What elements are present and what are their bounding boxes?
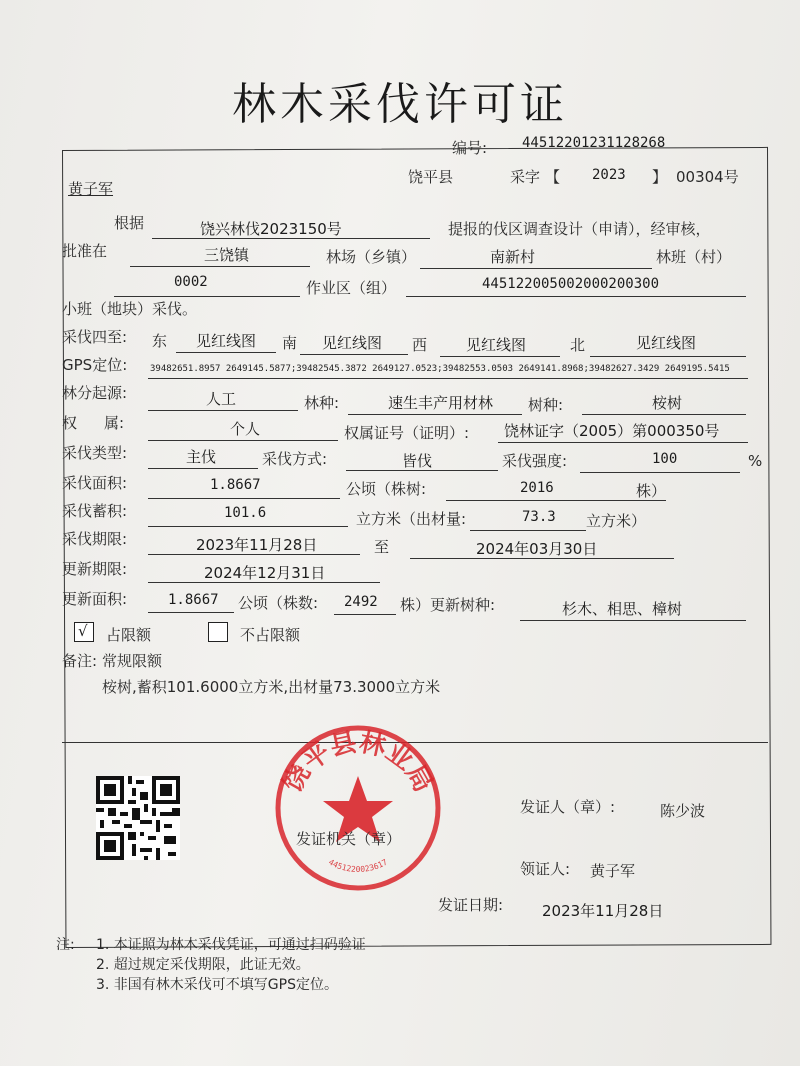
north-value: 见红线图 [636,334,697,352]
note-item-2: 2. 超过规定采伐期限，此证无效。 [96,957,310,973]
compartment-value: 0002 [174,274,208,290]
timber-underline [470,530,586,531]
permit-word: 采字 [510,168,541,186]
origin-value: 人工 [206,390,237,408]
ownership-cert-label: 权属证号（证明）: [344,424,470,442]
renew-area-underline [148,612,234,613]
issue-date-label: 发证日期: [438,896,504,914]
quota-checkbox[interactable] [74,622,94,642]
gps-label: GPS定位: [62,356,128,374]
area-value: 1.8667 [210,477,261,493]
west-label: 西 [412,336,428,354]
ownership-cert-value: 饶林证字（2005）第000350号 [504,422,720,440]
nonquota-checkbox[interactable] [208,622,228,642]
subcompartment-label: 小班（地块）采伐。 [62,300,198,318]
ownership-label-2: 属: [104,414,125,432]
renew-area-value: 1.8667 [168,592,219,608]
forest-type-label: 林种: [304,394,340,412]
renew-deadline-label: 更新期限: [62,560,128,578]
trees-underline [446,500,666,501]
gps-underline [148,378,748,379]
serial-label: 编号: [452,139,488,157]
subcompartment-underline [406,296,746,297]
ownership-value: 个人 [230,420,261,438]
area-underline [148,498,340,499]
east-value: 见红线图 [196,332,257,350]
receiver-value: 黄子军 [590,862,636,880]
south-underline [300,354,408,355]
origin-underline [148,410,298,411]
ownership-label-1: 权 [62,414,78,432]
forest-type-value: 速生丰产用材林 [388,394,494,412]
permit-number: 00304号 [676,168,739,186]
ownership-underline [148,440,338,441]
receiver-label: 领证人: [520,860,571,878]
basis-label: 根据 [114,214,145,232]
cut-intensity-value: 100 [652,451,678,467]
west-value: 见红线图 [466,336,527,354]
town-value: 三饶镇 [204,246,250,264]
cut-intensity-underline [580,472,740,473]
renew-species-underline [520,620,746,621]
volume-value: 101.6 [224,505,267,521]
issuer-person-label: 发证人（章）: [520,798,616,816]
period-start-underline [148,554,360,555]
cut-type-underline [148,468,258,469]
remarks-line-1: 常规限额 [102,652,163,670]
compartment-underline [114,296,300,297]
basis-suffix: 提报的伐区调查设计（申请），经审核， [448,220,711,238]
volume-underline [148,526,348,527]
volume-unit: 立方米（出材量: [356,510,467,528]
subcompartment-value: 445122005002000200300 [482,276,660,292]
quota-check-mark: √ [78,622,88,640]
forest-class-label: 林班（村） [656,248,732,266]
nonquota-label: 不占限额 [240,626,301,644]
forest-type-underline [348,414,522,415]
village-value: 南新村 [490,248,536,266]
permit-year: 2023 [592,167,626,183]
period-end: 2024年03月30日 [476,540,598,558]
timber-unit: 立方米） [586,512,647,530]
area-unit: 公顷（株树: [346,480,427,498]
ownership-cert-underline [498,442,748,443]
holder-name: 黄子军 [68,180,114,198]
note-item-1: 1. 本证照为林木采伐凭证，可通过扫码验证 [96,937,366,953]
bracket-open: 【 [545,168,561,186]
renew-deadline-value: 2024年12月31日 [204,564,326,582]
cut-method-label: 采伐方式: [262,450,328,468]
remarks-label: 备注: [62,652,98,670]
town-underline [130,266,310,267]
period-label: 采伐期限: [62,530,128,548]
east-label: 东 [152,332,168,350]
cut-intensity-label: 采伐强度: [502,452,568,470]
quota-label: 占限额 [106,626,152,644]
species-underline [582,414,746,415]
cut-type-label: 采伐类型: [62,444,128,462]
north-underline [590,356,746,357]
period-start: 2023年11月28日 [196,536,318,554]
svg-text:4451220023617 [327,857,389,874]
west-underline [440,356,560,357]
east-underline [176,352,276,353]
trees-unit: 株） [636,482,667,500]
county-label: 饶平县 [408,168,454,186]
timber-value: 73.3 [522,509,556,525]
note-item-3: 3. 非国有林木采伐可不填写GPS定位。 [96,977,338,993]
period-to: 至 [374,538,390,556]
seal-text: 饶平县林业局 [277,727,439,798]
south-label: 南 [282,334,298,352]
renew-deadline-underline [148,582,380,583]
qr-code[interactable] [96,776,180,860]
cut-type-value: 主伐 [186,448,217,466]
gps-value: 39482651.8957 2649145.5877;39482545.3872 2649127.0523;39482553.0503 2649141.8968;39482627.3429 2649195.5415 [150,364,730,374]
cut-method-value: 皆伐 [402,452,433,470]
issuing-authority-label: 发证机关（章） [296,830,402,848]
renew-species-value: 杉木、相思、樟树 [562,600,683,618]
bracket-close: 】 [652,168,668,186]
renew-area-unit: 公顷（株数: [238,594,319,612]
percent-sign: % [748,452,763,470]
approve-label: 批准在 [62,242,108,260]
basis-underline [152,238,430,239]
notes-label: 注: [56,937,75,953]
seal-code: 4451220023617 [327,857,389,874]
renew-trees-underline [334,614,396,615]
renew-area-label: 更新面积: [62,590,128,608]
issuer-person-value: 陈少波 [660,802,706,820]
basis-value: 饶兴林伐2023150号 [200,220,342,238]
remarks-line-2: 桉树,蓄积101.6000立方米,出材量73.3000立方米 [102,678,441,696]
forest-farm-label: 林场（乡镇） [326,248,417,266]
renew-trees-value: 2492 [344,594,378,610]
north-label: 北 [570,336,586,354]
work-area-label: 作业区（组） [306,279,397,297]
origin-label: 林分起源: [62,384,128,402]
boundary-label: 采伐四至: [62,328,128,346]
document-title: 林木采伐许可证 [232,79,568,130]
official-seal [272,722,444,894]
species-value: 桉树 [652,394,683,412]
area-label: 采伐面积: [62,474,128,492]
renew-trees-unit: 株）更新树种: [400,596,496,614]
serial-number: 44512201231128268 [522,135,666,151]
volume-label: 采伐蓄积: [62,502,128,520]
period-end-underline [410,558,674,559]
village-underline [420,268,652,269]
cut-method-underline [346,470,498,471]
trees-value: 2016 [520,480,554,496]
south-value: 见红线图 [322,334,383,352]
species-label: 树种: [528,396,564,414]
issue-date-value: 2023年11月28日 [542,902,664,920]
